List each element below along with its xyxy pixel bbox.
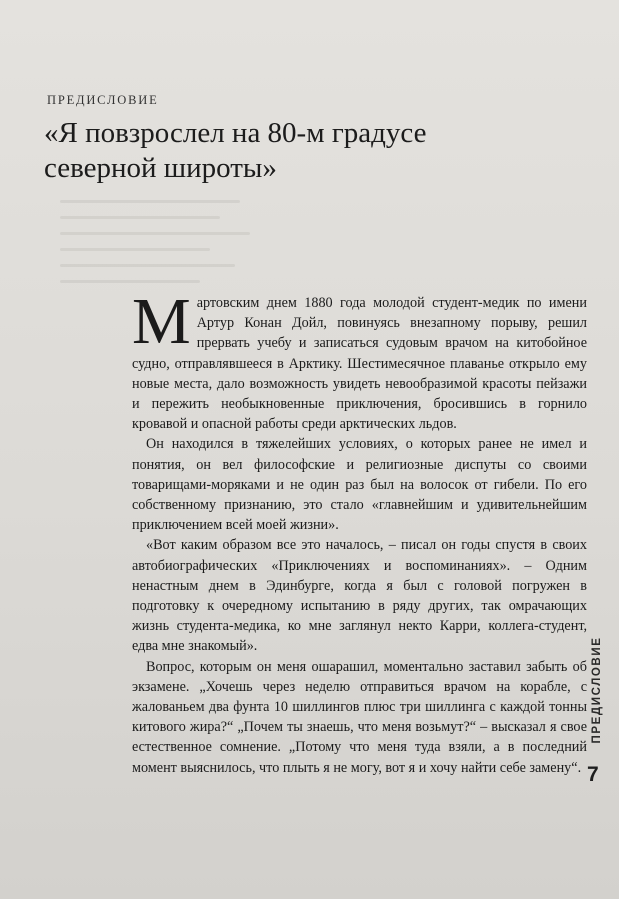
paragraph-2: Он находился в тяжелейших условиях, о которых ранее не имел и понятия, он вел философские и религиозные диспуты со своими товарищами-моряками и не один раз был на волосок от гибели. По его собственному признанию, это стало «главнейшим и удивительнейшим приключением всей моей жизни». — [132, 436, 587, 534]
page-number: 7 — [587, 763, 599, 786]
paragraph-3: «Вот каким образом все это началось, – писал он годы спустя в своих автобиографических «Приключениях и воспоминаниях». – Одним ненастным днем в Эдинбурге, когда я был с головой погружен в подготовку к очередному испытанию в ряду других, так омрачающих жизнь студента-медика, ко мне заглянул некто Карри, коллега-студент, едва мне знакомый». — [132, 537, 587, 655]
chapter-title: «Я повзрослел на 80-м градусе северной широты» — [44, 117, 427, 184]
section-label: ПРЕДИСЛОВИЕ — [47, 93, 159, 107]
drop-cap: М — [132, 285, 191, 358]
running-header-vertical: ПРЕДИСЛОВИЕ — [591, 636, 603, 744]
paragraph-1 — [132, 285, 587, 434]
paragraph-4: Вопрос, которым он меня ошарашил, моментально заставил забыть об экзамене. „Хочешь через неделю отправиться врачом на корабле, с жалованьем два фунта 10 шиллингов плюс три шиллинга с каждой тонны китового жира?“ „Почем ты знаешь, что меня возьмут?“ – высказал я свое естественное сомнение. „Потому что меня туда взяли, а в последний момент выяснилось, что плыть я не могу, вот я и хочу найти себе замену“. — [132, 658, 587, 776]
body-text — [132, 285, 587, 778]
paragraph-1-text: артовским днем 1880 года молодой студент-медик по имени Артур Конан Дойл, повинуясь внезапному порыву, решил прервать учебу и записаться судовым врачом на китобойное судно, отправлявшееся в Арктику. Шестимесячное плаванье открыло ему новые места, дало возможность увидеть невообразимой красоты пейзажи и пережить необыкновенные приключения, бросившись в горнило кровавой и опасной работы среди арктических льдов. — [132, 295, 587, 433]
